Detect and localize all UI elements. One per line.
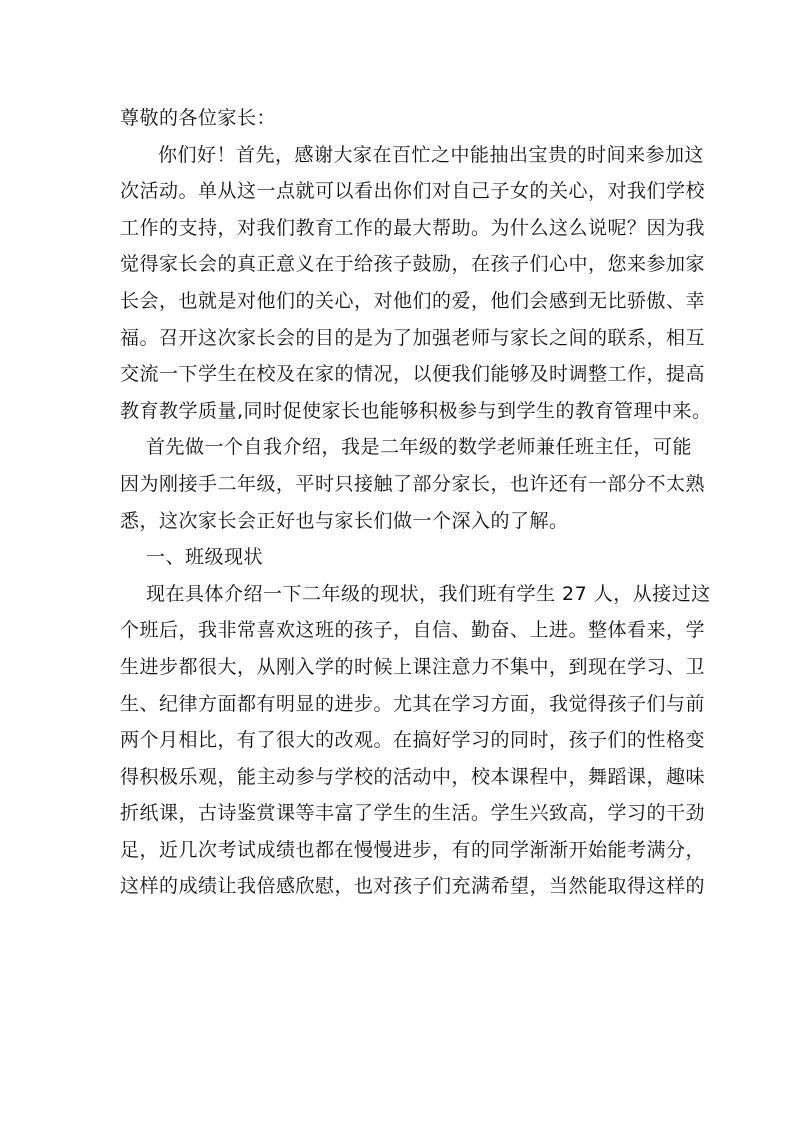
paragraph-line: 生、纪律方面都有明显的进步。尤其在学习方面，我觉得孩子们与前 — [120, 692, 706, 715]
paragraph-line: 折纸课，古诗鉴赏课等丰富了学生的生活。学生兴致高，学习的干劲 — [120, 802, 706, 825]
greeting-line: 尊敬的各位家长： — [120, 107, 277, 129]
paragraph-line: 足，近几次考试成绩也都在慢慢进步，有的同学渐渐开始能考满分， — [120, 838, 706, 861]
paragraph-line: 次活动。单从这一点就可以看出你们对自己子女的关心，对我们学校 — [120, 180, 706, 203]
paragraph-line: 悉，这次家长会正好也与家长们做一个深入的了解。 — [120, 509, 569, 532]
paragraph-line: 交流一下学生在校及在家的情况，以便我们能够及时调整工作，提高 — [120, 363, 706, 386]
paragraph-line: 工作的支持，对我们教育工作的最大帮助。为什么这么说呢？因为我 — [120, 216, 706, 239]
paragraph-line: 个班后，我非常喜欢这班的孩子，自信、勤奋、上进。整体看来，学 — [120, 619, 706, 642]
paragraph-line: 两个月相比，有了很大的改观。在搞好学习的同时，孩子们的性格变 — [120, 729, 706, 752]
paragraph-line: 福。召开这次家长会的目的是为了加强老师与家长之间的联系，相互 — [120, 326, 706, 349]
paragraph-line: 长会，也就是对他们的关心，对他们的爱，他们会感到无比骄傲、幸 — [120, 289, 706, 312]
paragraph-line: 教育教学质量,同时促使家长也能够积极参与到学生的教育管理中来。 — [120, 399, 712, 422]
section-heading: 一、班级现状 — [146, 546, 264, 569]
paragraph-line: 因为刚接手二年级，平时只接触了部分家长，也许还有一部分不太熟 — [120, 472, 706, 495]
paragraph-line: 这样的成绩让我倍感欣慰，也对孩子们充满希望，当然能取得这样的 — [120, 875, 706, 898]
paragraph-line: 现在具体介绍一下二年级的现状，我们班有学生 27 人，从接过这 — [146, 582, 711, 605]
paragraph-line: 你们好！首先，感谢大家在百忙之中能抽出宝贵的时间来参加这 — [158, 143, 705, 166]
document-body — [120, 100, 712, 905]
paragraph-line: 得积极乐观，能主动参与学校的活动中，校本课程中，舞蹈课，趣味 — [120, 765, 706, 788]
paragraph-line: 觉得家长会的真正意义在于给孩子鼓励，在孩子们心中，您来参加家 — [120, 253, 706, 276]
paragraph-line: 生进步都很大，从刚入学的时候上课注意力不集中，到现在学习、卫 — [120, 655, 706, 678]
paragraph-line: 首先做一个自我介绍，我是二年级的数学老师兼任班主任，可能 — [146, 436, 693, 459]
